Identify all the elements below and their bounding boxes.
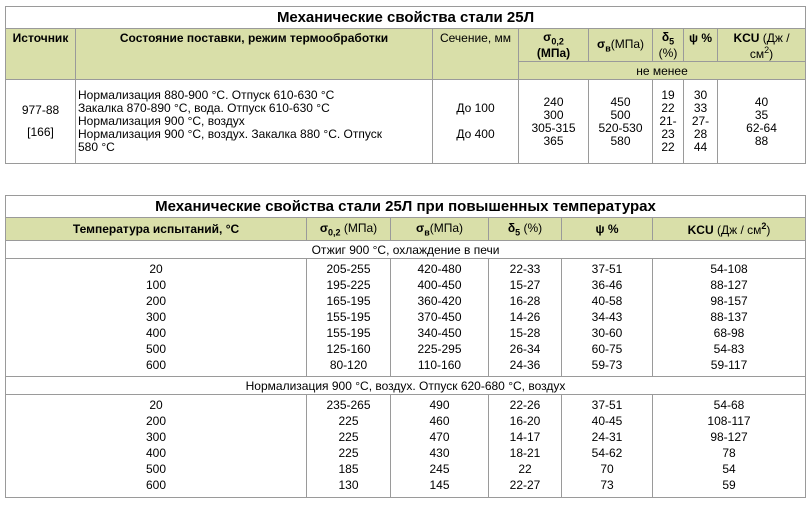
temp-col: 20 100 200 300 400 500 600 xyxy=(6,259,307,377)
section-cell: До 100 До 400 xyxy=(433,80,519,164)
table-1-title: Механические свойства стали 25Л xyxy=(6,7,806,29)
header-sigma02: $\sigma_{0,2}$ (МПа) xyxy=(519,29,589,62)
group-rows xyxy=(6,395,806,498)
sigmab-col: 420-480 400-450 360-420 370-450 340-450 225-295 110-160 xyxy=(391,259,489,377)
kcu-col: 54-68 108-117 98-127 78 54 59 xyxy=(653,395,806,498)
sigma02-cell: 240 300 305-315 365 xyxy=(519,80,589,164)
header-sigmab-2: $\sigma_в(МПа)$ xyxy=(391,218,489,241)
psi-cell: 30 33 27- 28 44 xyxy=(684,80,718,164)
source-cell: 977-88 [166] xyxy=(6,80,76,164)
header-state: Состояние поставки, режим термообработки xyxy=(76,29,433,80)
psi-col: 37-51 36-46 40-58 34-43 30-60 60-75 59-73 xyxy=(562,259,653,377)
header-kcu: KCU (Дж / $см^2$) xyxy=(718,29,806,62)
header-delta-2: $\delta_5$ (%) xyxy=(489,218,562,241)
header-section: Сечение, мм xyxy=(433,29,519,80)
header-kcu-2: KCU $(Дж / см^2)$ xyxy=(653,218,806,241)
header-sigmab: $\sigma_в(МПа)$ xyxy=(589,29,653,62)
delta-col: 22-33 15-27 16-28 14-26 15-28 26-34 24-36 xyxy=(489,259,562,377)
sigmab-cell: 450 500 520-530 580 xyxy=(589,80,653,164)
delta-cell: 19 22 21-23 22 xyxy=(653,80,684,164)
delta-col: 22-26 16-20 14-17 18-21 22 22-27 xyxy=(489,395,562,498)
sigma02-col: 205-255 195-225 165-195 155-195 155-195 125-160 80-120 xyxy=(307,259,391,377)
temp-col: 20 200 300 400 500 600 xyxy=(6,395,307,498)
sigmab-col: 490 460 470 430 245 145 xyxy=(391,395,489,498)
group-label: Нормализация 900 °С, воздух. Отпуск 620-680 °С, воздух xyxy=(6,377,806,395)
header-sigma02-2: $\sigma_{0,2}$ (МПа) xyxy=(307,218,391,241)
header-delta: $\delta_5$ (%) xyxy=(653,29,684,62)
table-1 xyxy=(5,6,806,164)
header-temp: Температура испытаний, °С xyxy=(6,218,307,241)
kcu-cell: 40 35 62-64 88 xyxy=(718,80,806,164)
group-label: Отжиг 900 °С, охлаждение в печи xyxy=(6,241,806,259)
kcu-col: 54-108 88-127 98-157 88-137 68-98 54-83 59-117 xyxy=(653,259,806,377)
not-less-label: не менее xyxy=(519,62,806,80)
header-psi-2: ψ % xyxy=(562,218,653,241)
header-source: Источник xyxy=(6,29,76,80)
group-rows xyxy=(6,259,806,377)
state-cell: Нормализация 880-900 °С. Отпуск 610-630 °С Закалка 870-890 °С, вода. Отпуск 610-630 °С Нормализация 900 °С, воздух Нормализация 900 °С, воздух. Закалка 880 °С. Отпуск 580 °С xyxy=(76,80,433,164)
header-psi: ψ % xyxy=(684,29,718,62)
psi-col: 37-51 40-45 24-31 54-62 70 73 xyxy=(562,395,653,498)
table-2-title: Механические свойства стали 25Л при повышенных температурах xyxy=(6,196,806,218)
table-2 xyxy=(5,195,806,498)
sigma02-col: 235-265 225 225 225 185 130 xyxy=(307,395,391,498)
